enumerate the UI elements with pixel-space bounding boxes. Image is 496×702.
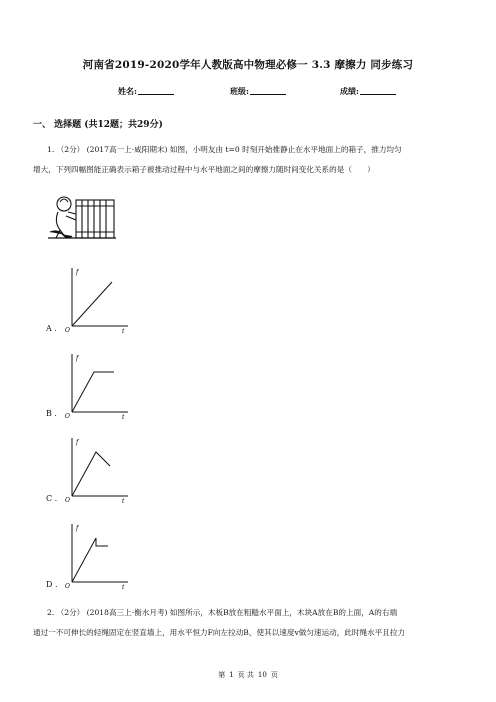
question-1-line-2: 增大，下列四幅图能正确表示箱子被推动过程中与水平地面之间的摩擦力随时间变化关系的是（ ） [33,165,375,174]
boy-pushing-box-illustration [46,192,118,244]
question-1-line-1: 1. （2分） (2017高一上·咸阳期末) 如图，小明友由 t=0 时刻开始推静止在水平地面上的箱子，推力均匀 [47,145,402,154]
friction-curve [72,452,110,496]
footer-prefix: 第 [218,671,226,679]
friction-curve [72,282,112,326]
origin-label: O [65,327,70,334]
option-a[interactable]: A . [46,324,57,333]
section-heading: 一、 选择题 (共12题；共29分) [33,120,163,130]
friction-curve [72,538,108,582]
class-field [230,86,286,97]
t-axis-label: t [122,328,125,334]
question-2-text [33,603,473,643]
graph-d [62,522,132,590]
origin-label: O [65,583,70,590]
f-axis-label: f [76,439,79,446]
graph-a [62,266,132,334]
score-label: 成绩: [340,86,359,96]
option-d[interactable]: D . [46,580,58,589]
f-axis-label: f [76,525,79,532]
footer-suffix: 页 [270,671,278,679]
footer-page-number: 1 [229,671,234,679]
page-footer [0,670,496,680]
name-field [118,86,174,97]
footer-mid: 页 共 [237,671,254,679]
name-label: 姓名: [118,86,137,96]
question-1-text [33,140,473,180]
f-axis-label: f [76,269,79,276]
class-blank [250,86,286,95]
footer-total-pages: 10 [257,671,267,679]
friction-curve [72,372,114,412]
score-field [340,86,396,97]
origin-label: O [65,497,70,504]
question-2-line-1: 2. （2分） (2018高三上·衡水月考) 如图所示，木板B放在粗糙水平面上，木块A放在B的上面，A的右端 [47,608,398,617]
document-title: 河南省2019-2020学年人教版高中物理必修一 3.3 摩擦力 同步练习 [82,59,414,71]
class-label: 班级: [230,86,249,96]
option-b[interactable]: B . [46,409,57,418]
question-2-line-2: 通过一不可伸长的轻绳固定在竖直墙上，用水平恒力F向左拉动B，使其以速度v做匀速运动，此时绳水平且拉力 [33,628,406,637]
option-c[interactable]: C . [46,494,58,503]
t-axis-label: t [122,414,125,420]
t-axis-label: t [122,498,125,504]
t-axis-label: t [122,584,125,590]
origin-label: O [65,413,70,420]
score-blank [360,86,396,95]
f-axis-label: f [76,355,79,362]
name-blank [138,86,174,95]
graph-c [62,436,132,504]
graph-b [62,352,132,420]
